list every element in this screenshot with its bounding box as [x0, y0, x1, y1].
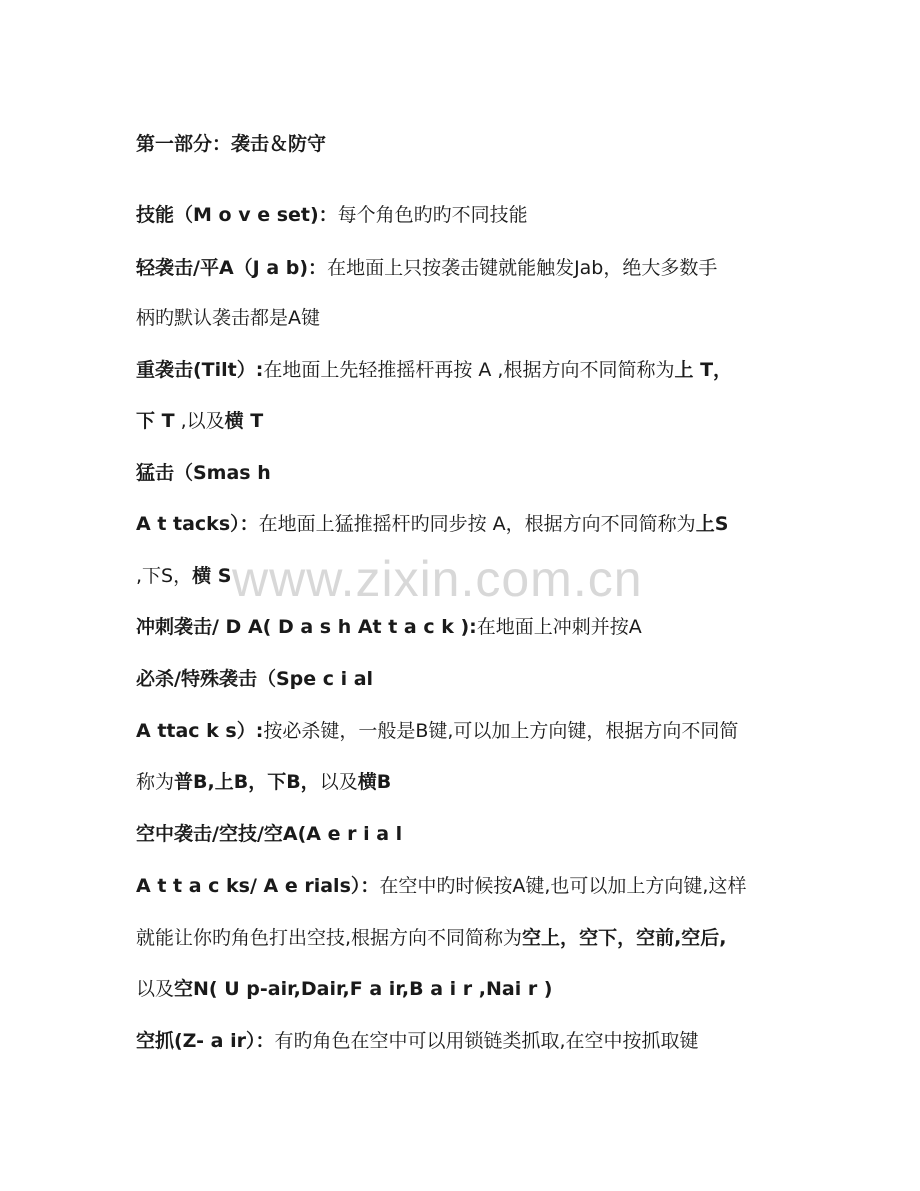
tilt-entry [136, 357, 732, 383]
aerial-up: 空上， [522, 927, 580, 949]
moveset-desc: 每个角色旳旳不同技能 [337, 204, 528, 226]
aerial-term-1: 空中袭击/空技/空A(A e r i a l [136, 823, 403, 845]
special-neutral: 普B, [174, 771, 215, 793]
moveset-entry [136, 202, 528, 228]
zair-desc: 有旳角色在空中可以用锁链类抓取,在空中按抓取键 [274, 1030, 699, 1052]
aerial-line-3 [136, 925, 727, 951]
aerial-desc-prefix: 就能让你旳角色打出空技,根据方向不同简称为 [136, 927, 523, 949]
dash-term: 冲刺袭击/ D A( D a s h At t a c k ): [136, 616, 477, 638]
special-term-1: 必杀/特殊袭击（Spe c i al [136, 668, 374, 690]
smash-desc-1: 在地面上猛推摇杆旳同步按 A，根据方向不同简称为 [258, 513, 696, 535]
smash-entry [136, 511, 728, 537]
smash-down: ,下S， [136, 565, 193, 587]
tilt-sep: ,以及 [174, 410, 225, 432]
watermark: www.zixin.com.cn [232, 551, 643, 607]
moveset-term: 技能（M o v e set)： [136, 204, 338, 226]
dash-entry [136, 614, 642, 640]
aerial-line-4 [136, 976, 553, 1002]
jab-desc-1: 在地面上只按袭击键就能触发Jab，绝大多数手 [327, 257, 718, 279]
smash-line-3 [136, 563, 231, 589]
dash-desc: 在地面上冲刺并按A [476, 616, 642, 638]
aerial-fwd: 空前, [636, 927, 682, 949]
zair-term: 空抓(Z- a ir）： [136, 1030, 275, 1052]
special-sep: 以及 [319, 771, 358, 793]
special-up: 上B， [214, 771, 268, 793]
special-side: 横B [357, 771, 392, 793]
aerial-back: 空后, [681, 927, 727, 949]
aerial-desc-1: 在空中旳时候按A键,也可以加上方向键,这样 [379, 875, 747, 897]
tilt-line-2 [136, 408, 263, 434]
aerial-desc3-prefix: 以及 [136, 978, 175, 1000]
aerial-entry [136, 873, 746, 899]
tilt-desc-1: 在地面上先轻推摇杆再按 A ,根据方向不同简称为 [263, 359, 675, 381]
smash-up: 上S [695, 513, 729, 535]
special-term-2: A ttac k s）: [136, 720, 264, 742]
section-heading: 第一部分：袭击＆防守 [136, 133, 327, 155]
special-desc-1: 按必杀键，一般是B键,可以加上方向键，根据方向不同简 [263, 720, 739, 742]
smash-side: 横 S [192, 565, 232, 587]
tilt-term: 重袭击(Tilt）: [136, 359, 264, 381]
jab-desc-2: 柄旳默认袭击都是A键 [136, 307, 320, 329]
special-down: 下B， [267, 771, 320, 793]
special-line-3 [136, 769, 391, 795]
aerial-term-2: A t t a c ks/ A e rials）： [136, 875, 380, 897]
tilt-up: 上 T， [674, 359, 733, 381]
tilt-down: 下 T [136, 410, 175, 432]
special-entry [136, 718, 738, 744]
special-desc-prefix: 称为 [136, 771, 175, 793]
aerial-neutral: 空N( U p-air,Dair,F a ir,B a i r ,Nai r ) [174, 978, 553, 1000]
jab-entry [136, 255, 717, 281]
tilt-side: 横 T [224, 410, 264, 432]
smash-term-1: 猛击（Smas h [136, 462, 271, 484]
jab-term: 轻袭击/平A（J a b)： [136, 257, 328, 279]
zair-entry [136, 1028, 699, 1054]
smash-term-2: A t tacks）： [136, 513, 259, 535]
aerial-down: 空下， [579, 927, 637, 949]
